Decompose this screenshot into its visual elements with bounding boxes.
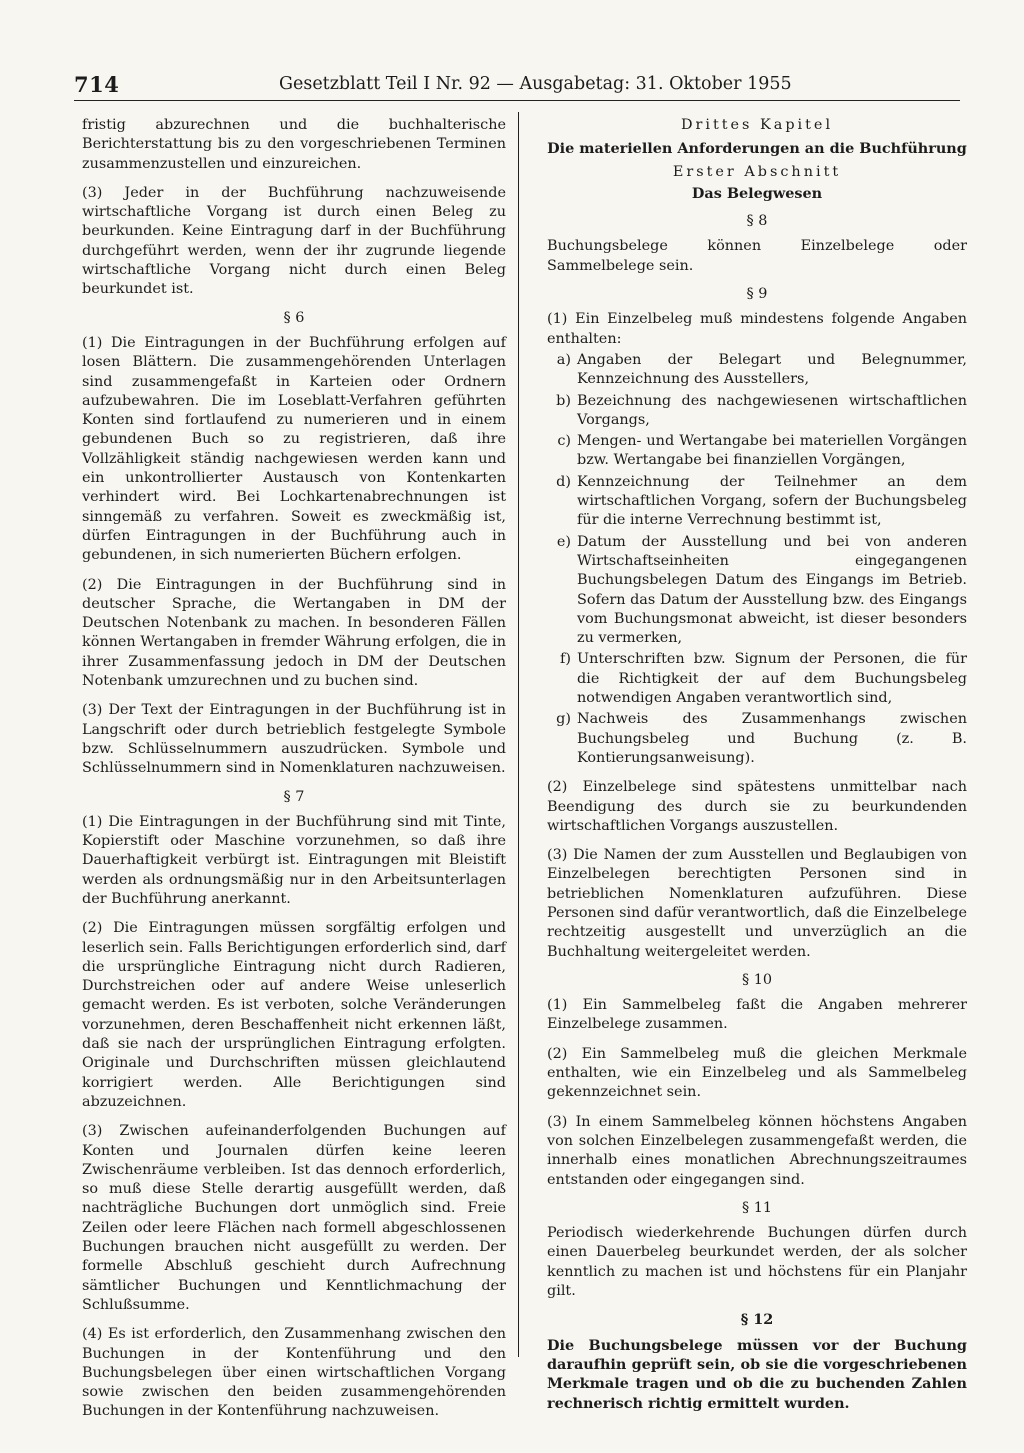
paragraph: (1) Die Eintragungen in der Buchführung sind mit Tinte, Kopierstift oder Maschine vorzunehmen, so daß ihre Dauerhaftigkeit verbürgt ist. Eintragungen mit Bleistift werden als ordnungsmäßig nur in den Arbeitsunterlagen der Buchführung anerkannt. bbox=[82, 813, 506, 907]
section-heading-8: § 8 bbox=[746, 213, 768, 230]
section-heading-6: § 6 bbox=[283, 309, 305, 326]
paragraph: (2) Einzelbelege sind spätestens unmittelbar nach Beendigung des durch sie zu beurkundenden wirtschaftlichen Vorgangs auszustellen. bbox=[547, 779, 967, 834]
list-marker: f) bbox=[560, 651, 571, 668]
list-text: Bezeichnung des nachgewiesenen wirtschaftlichen Vorgangs, bbox=[577, 392, 967, 428]
list-item bbox=[547, 650, 967, 708]
chapter-title: Die materiellen Anforderungen an die Buchführung bbox=[547, 140, 967, 158]
section-heading-12: § 12 bbox=[740, 1311, 774, 1329]
section-label: Erster Abschnitt bbox=[672, 163, 842, 180]
list-item bbox=[547, 533, 967, 649]
paragraph: (1) Ein Sammelbeleg faßt die Angaben mehrerer Einzelbelege zusammen. bbox=[547, 997, 967, 1033]
list-marker: d) bbox=[556, 473, 571, 490]
header-title: Gesetzblatt Teil I Nr. 92 — Ausgabetag: 31. Oktober 1955 bbox=[279, 74, 792, 94]
paragraph: (1) Ein Einzelbeleg muß mindestens folgende Angaben enthalten: bbox=[547, 311, 967, 347]
paragraph: (2) Die Eintragungen in der Buchführung sind in deutscher Sprache, die Wertangaben in DM der Deutschen Notenbank zu machen. In besonderen Fällen können Wertangaben in fremder Währung erfolgen, die in ihrer Zusammenfassung jedoch in DM der Deutschen Notenbank umzurechnen und zu buchen sind. bbox=[82, 576, 506, 690]
paragraph: fristig abzurechnen und die buchhalterische Berichterstattung bis zu den vorgeschriebenen Terminen zusammenzustellen und einzureichen. bbox=[82, 117, 506, 172]
paragraph: (3) In einem Sammelbeleg können höchstens Angaben von solchen Einzelbelegen zusammengefaßt werden, die innerhalb eines monatlichen Abrechnungszeitraumes entstanden oder eingegangen sind. bbox=[547, 1113, 967, 1188]
paragraph: (4) Es ist erforderlich, den Zusammenhang zwischen den Buchungen in der Kontenführung und den Buchungsbelegen über einen wirtschaftlichen Vorgang sowie zwischen den beiden zusammengehörenden Buchungen in der Kontenführung nachzuweisen. bbox=[82, 1326, 506, 1420]
paragraph: (2) Ein Sammelbeleg muß die gleichen Merkmale enthalten, wie ein Einzelbeleg und als Sammelbeleg gekennzeichnet sein. bbox=[547, 1045, 967, 1101]
requirements-list bbox=[547, 351, 967, 768]
list-item bbox=[547, 392, 967, 431]
paragraph: (3) Der Text der Eintragungen in der Buchführung ist in Langschrift oder durch betrieblich festgelegte Symbole bzw. Schlüsselnummern auszudrücken. Symbole und Schlüsselnummern sind in Nomenklaturen nachzuweisen. bbox=[82, 702, 506, 777]
list-text: Angaben der Belegart und Belegnummer, Kennzeichnung des Ausstellers, bbox=[577, 351, 967, 388]
section-heading-10: § 10 bbox=[741, 971, 773, 988]
paragraph: (2) Die Eintragungen müssen sorgfältig erfolgen und leserlich sein. Falls Berichtigungen erforderlich sind, darf die ursprüngliche Eintragung nicht durch Radieren, Durchstreichen oder auf andere Weise unleserlich gemacht werden. Es ist verboten, solche Veränderungen vorzunehmen, deren Beschaffenheit nicht erkennen läßt, daß sie nach der ursprünglichen Eintragung erfolgten. Originale und Durchschriften müssen gleichlautend korrigiert werden. Alle Berichtigungen sind abzuzeichnen. bbox=[82, 920, 506, 1110]
section-heading-11: § 11 bbox=[741, 1199, 773, 1216]
paragraph: Die Buchungsbelege müssen vor der Buchung daraufhin geprüft sein, ob sie die vorgeschriebenen Merkmale tragen und ob die zu buchenden Zahlen rechnerisch richtig ermittelt wurden. bbox=[547, 1336, 967, 1412]
list-marker: b) bbox=[556, 392, 571, 409]
list-item bbox=[547, 473, 967, 531]
list-text: Unterschriften bzw. Signum der Personen, die für die Richtigkeit der auf dem Buchungsbeleg notwendigen Angaben verantwortlich sind, bbox=[577, 651, 967, 707]
list-marker: c) bbox=[557, 433, 571, 450]
list-marker: e) bbox=[556, 533, 571, 550]
chapter-heading: Drittes Kapitel bbox=[680, 117, 834, 133]
page-header bbox=[74, 70, 960, 101]
left-column bbox=[82, 116, 506, 1422]
list-text: Mengen- und Wertangabe bei materiellen Vorgängen bzw. Wertangabe bei finanziellen Vorgängen, bbox=[577, 433, 967, 469]
right-column bbox=[547, 116, 967, 1413]
paragraph: Periodisch wiederkehrende Buchungen dürfen durch einen Dauerbeleg beurkundet werden, der als solcher kenntlich zu machen ist und höchstens für ein Planjahr gilt. bbox=[547, 1225, 967, 1300]
list-item bbox=[547, 710, 967, 768]
list-item bbox=[547, 351, 967, 390]
list-text: Datum der Ausstellung und bei von anderen Wirtschaftseinheiten eingegangenen Buchungsbelegen Datum des Eingangs im Betrieb. Sofern das Datum der Ausstellung bzw. des Eingangs vom Buchungsmonat abweicht, ist dieser besonders zu vermerken, bbox=[577, 533, 967, 647]
paragraph: (3) Zwischen aufeinanderfolgenden Buchungen auf Konten und Journalen dürfen keine leeren Zwischenräume verbleiben. Ist das dennoch erforderlich, so muß diese Stelle derartig ausgefüllt werden, daß nachträgliche Buchungen dort unmöglich sind. Freie Zeilen oder leere Flächen nach formell abgeschlossenen Buchungen brauchen nicht ausgefüllt zu werden. Der formelle Abschluß geschieht durch Aufrechnung sämtlicher Buchungen und Kenntlichmachung der Schlußsumme. bbox=[82, 1123, 506, 1313]
list-marker: a) bbox=[556, 351, 571, 368]
list-item bbox=[547, 432, 967, 471]
section-heading-9: § 9 bbox=[746, 286, 768, 303]
paragraph: (3) Jeder in der Buchführung nachzuweisende wirtschaftliche Vorgang ist durch einen Beleg zu beurkunden. Keine Eintragung darf in der Buchführung durchgeführt werden, wenn der ihr zugrunde liegende wirtschaftliche Vorgang nicht durch einen Beleg beurkundet ist. bbox=[82, 184, 506, 298]
section-heading-7: § 7 bbox=[283, 788, 305, 805]
column-divider bbox=[518, 112, 519, 1357]
paragraph: (3) Die Namen der zum Ausstellen und Beglaubigen von Einzelbelegen berechtigten Personen sind in betrieblichen Nomenklaturen aufzuführen. Diese Personen sind dafür verantwortlich, daß die Einzelbelege rechtzeitig ausgestellt und unverzüglich an die Buchhaltung weitergeleitet werden. bbox=[547, 847, 968, 960]
section-title: Das Belegwesen bbox=[691, 184, 823, 202]
list-marker: g) bbox=[556, 711, 571, 728]
list-text: Nachweis des Zusammenhangs zwischen Buchungsbeleg und Buchung (z. B. Kontierungsanweisung). bbox=[577, 711, 967, 766]
paragraph: Buchungsbelege können Einzelbelege oder Sammelbelege sein. bbox=[547, 238, 967, 274]
paragraph: (1) Die Eintragungen in der Buchführung erfolgen auf losen Blättern. Die zusammengehörenden Unterlagen sind zusammengefaßt in Karteien oder Ordnern aufzubewahren. Die im Loseblatt-Verfahren geführten Konten sind fortlaufend zu numerieren und in einem gebundenen Buch so zu registrieren, daß ihre Vollzähligkeit ständig nachgewiesen werden kann und ein unkontrollierter Austausch von Kontenkarten verhindert wird. Bei Lochkartenabrechnungen ist sinngemäß zu verfahren. Soweit es zweckmäßig ist, dürfen Eintragungen in der Buchführung auch in gebundenen, in sich numerierten Büchern erfolgen. bbox=[82, 334, 506, 564]
list-text: Kennzeichnung der Teilnehmer an dem wirtschaftlichen Vorgang, sofern der Buchungsbeleg für die interne Verrechnung bestimmt ist, bbox=[577, 473, 967, 529]
page-number: 714 bbox=[74, 72, 120, 97]
